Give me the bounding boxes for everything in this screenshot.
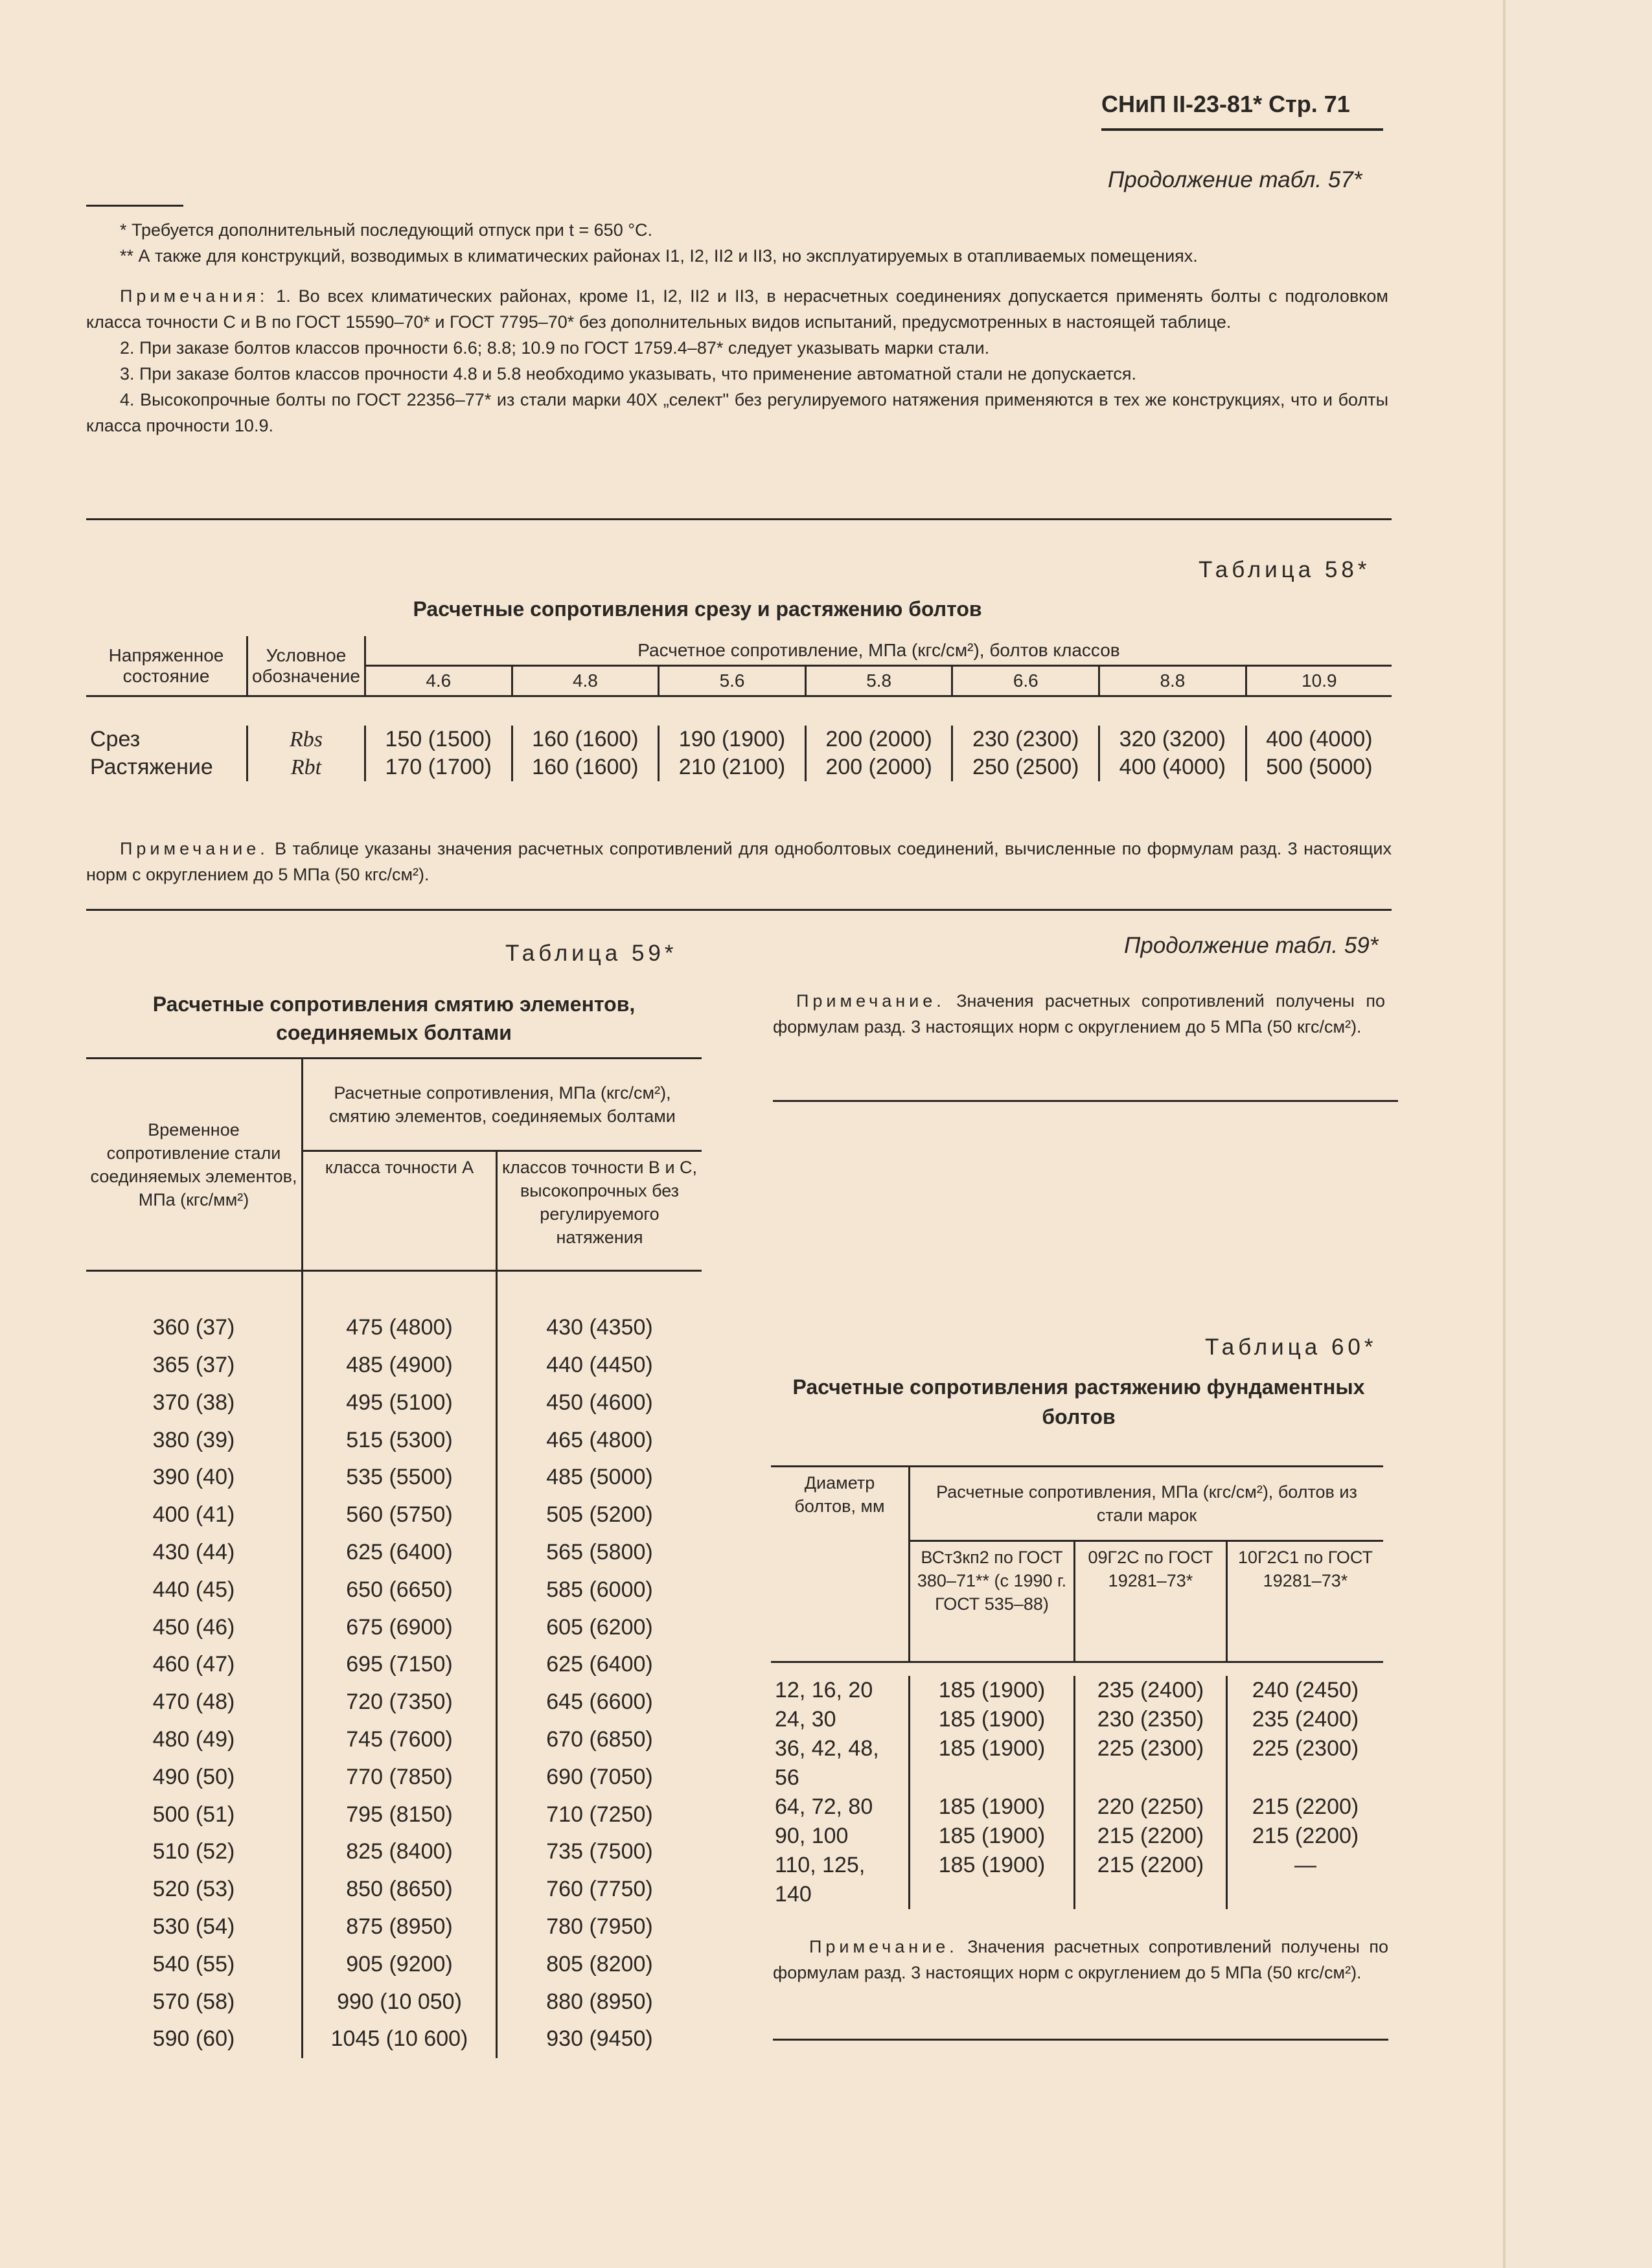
table-row bbox=[86, 1758, 702, 1796]
note-3: 3. При заказе болтов классов прочности 4.8 и 5.8 необходимо указывать, что применение автоматной стали не допускается. bbox=[120, 364, 1137, 384]
table-cell: 625 (6400) bbox=[303, 1534, 497, 1572]
note-4: 4. Высокопрочные болты по ГОСТ 22356–77* из стали марки 40Х „селект" без регулируемого натяжения применяются в тех же конструкциях, что и болты класса прочности 10.9. bbox=[86, 390, 1388, 435]
section-rule bbox=[86, 518, 1392, 520]
note-label: Примечания: bbox=[120, 286, 269, 306]
section-rule bbox=[86, 909, 1392, 911]
table-cell: 560 (5750) bbox=[303, 1496, 497, 1534]
table58-class-header: 5.8 bbox=[805, 666, 952, 696]
table-cell: 880 (8950) bbox=[497, 1983, 702, 2021]
table-cell: 450 (46) bbox=[152, 1614, 235, 1640]
table60-title: Расчетные сопротивления растяжению фундаментных болтов bbox=[792, 1375, 1365, 1428]
table-cell: 535 (5500) bbox=[303, 1459, 497, 1496]
table-cell: 510 (52) bbox=[152, 1839, 235, 1864]
section-rule bbox=[773, 1100, 1398, 1102]
table57-continuation: Продолжение табл. 57* bbox=[1108, 167, 1362, 192]
table-cell: 540 (55) bbox=[152, 1951, 235, 1976]
table59-col-strength: Временное сопротивление стали соединяемых элементов, МПа (кгс/мм²) bbox=[86, 1059, 303, 1271]
table-cell: 490 (50) bbox=[152, 1764, 235, 1789]
table-row bbox=[771, 1793, 1383, 1822]
table-cell: 805 (8200) bbox=[497, 1945, 702, 1983]
table-cell: 930 (9450) bbox=[497, 2021, 702, 2058]
table-cell: 24, 30 bbox=[775, 1707, 836, 1732]
table58-title: Расчетные сопротивления срезу и растяжению болтов bbox=[413, 597, 982, 621]
table60-spacer bbox=[771, 1662, 910, 1677]
table59-label: Таблица 59* bbox=[505, 941, 678, 966]
table59-col-class-bc: классов точности В и С, высокопрочных без регулируемого натяжения bbox=[497, 1151, 702, 1271]
table-cell: 480 (49) bbox=[152, 1726, 235, 1752]
footnote-1: * Требуется дополнительный последующий отпуск при t = 650 °С. bbox=[120, 220, 653, 240]
table-cell: 465 (4800) bbox=[497, 1421, 702, 1459]
table-row bbox=[86, 1646, 702, 1684]
table-cell: 650 (6650) bbox=[303, 1571, 497, 1609]
table-cell: 185 (1900) bbox=[910, 1734, 1075, 1793]
table-cell: 720 (7350) bbox=[303, 1684, 497, 1721]
table-cell: 12, 16, 20 bbox=[775, 1678, 873, 1702]
table-cell: 430 (4350) bbox=[497, 1309, 702, 1347]
table-cell: 64, 72, 80 bbox=[775, 1794, 873, 1819]
table60-group-header: Расчетные сопротивления, МПа (кгс/см²), болтов из стали марок bbox=[910, 1467, 1384, 1541]
table-row bbox=[86, 1609, 702, 1646]
table58 bbox=[86, 636, 1392, 781]
table-cell: 710 (7250) bbox=[497, 1796, 702, 1833]
table58-class-header: 5.6 bbox=[659, 666, 806, 696]
table60-label: Таблица 60* bbox=[1205, 1334, 1377, 1360]
table-cell: 185 (1900) bbox=[910, 1705, 1075, 1734]
table-cell: 770 (7850) bbox=[303, 1758, 497, 1796]
table58-spacer bbox=[86, 696, 1392, 726]
table59-spacer bbox=[86, 1271, 303, 1309]
table-cell: 485 (5000) bbox=[497, 1459, 702, 1496]
table-cell: 825 (8400) bbox=[303, 1833, 497, 1871]
table-cell: 590 (60) bbox=[152, 2026, 235, 2052]
table60-col-diameter: Диаметр болтов, мм bbox=[771, 1467, 910, 1662]
table-row bbox=[86, 1796, 702, 1833]
note-label: Примечание. bbox=[809, 1937, 958, 1956]
table-cell: 585 (6000) bbox=[497, 1571, 702, 1609]
table-row bbox=[86, 1309, 702, 1347]
table-cell: 230 (2350) bbox=[1075, 1705, 1227, 1734]
footnote-rule bbox=[86, 205, 183, 207]
note-text: Значения расчетных сопротивлений получены по формулам разд. 3 настоящих норм с округлением до 5 МПа (50 кгс/см²). bbox=[773, 1937, 1388, 1982]
table60-col-steel-1: ВСт3кп2 по ГОСТ 380–71** (с 1990 г. ГОСТ 535–88) bbox=[910, 1541, 1075, 1662]
table-cell: 365 (37) bbox=[152, 1352, 235, 1377]
table58-col-symbol: Условное обозначение bbox=[247, 636, 365, 696]
table58-class-header: 4.8 bbox=[512, 666, 659, 696]
table-row bbox=[86, 1459, 702, 1496]
table-cell: 110, 125, 140 bbox=[775, 1853, 866, 1907]
table-cell: 675 (6900) bbox=[303, 1609, 497, 1646]
table-row bbox=[771, 1822, 1383, 1851]
table-cell: 570 (58) bbox=[152, 1989, 235, 2014]
table60-note bbox=[773, 1934, 1388, 1986]
table57-notes bbox=[86, 217, 1388, 439]
table-cell: 430 (44) bbox=[152, 1539, 235, 1564]
page-header: СНиП II-23-81* Стр. 71 bbox=[1101, 91, 1350, 117]
table-cell: 905 (9200) bbox=[303, 1945, 497, 1983]
table-cell: 520 (53) bbox=[152, 1877, 235, 1902]
table-cell: 475 (4800) bbox=[303, 1309, 497, 1347]
table-cell: 185 (1900) bbox=[910, 1793, 1075, 1822]
table-row bbox=[86, 1571, 702, 1609]
table-cell: 380 (39) bbox=[152, 1427, 235, 1452]
table-cell: 220 (2250) bbox=[1075, 1793, 1227, 1822]
table-cell: 645 (6600) bbox=[497, 1684, 702, 1721]
table-row bbox=[86, 1721, 702, 1759]
table-cell: 36, 42, 48, 56 bbox=[775, 1736, 879, 1790]
table-row bbox=[86, 1871, 702, 1908]
table-row bbox=[86, 1496, 702, 1534]
table-row bbox=[86, 1833, 702, 1871]
table-cell: 1045 (10 600) bbox=[303, 2021, 497, 2058]
table-cell: 625 (6400) bbox=[497, 1646, 702, 1684]
table-cell: 515 (5300) bbox=[303, 1421, 497, 1459]
table-cell: 735 (7500) bbox=[497, 1833, 702, 1871]
footnote-2: ** А также для конструкций, возводимых в климатических районах I1, I2, II2 и II3, но эксплуатируемых в отапливаемых помещениях. bbox=[120, 246, 1198, 266]
table-row bbox=[86, 1908, 702, 1946]
table-row bbox=[771, 1676, 1383, 1705]
note-text: В таблице указаны значения расчетных сопротивлений для одноболтовых соединений, вычисленные по формулам разд. 3 настоящих норм с округлением до 5 МПа (50 кгс/см²). bbox=[86, 839, 1392, 884]
table58-class-header: 10.9 bbox=[1246, 666, 1392, 696]
table-cell: 850 (8650) bbox=[303, 1871, 497, 1908]
table-cell: 505 (5200) bbox=[497, 1496, 702, 1534]
table-cell: 225 (2300) bbox=[1227, 1734, 1384, 1793]
table-cell: 470 (48) bbox=[152, 1690, 235, 1715]
table-row bbox=[771, 1851, 1383, 1909]
table-cell: 370 (38) bbox=[152, 1390, 235, 1415]
table58-class-header: 4.6 bbox=[365, 666, 512, 696]
note-1 bbox=[86, 283, 1388, 335]
table-cell: 745 (7600) bbox=[303, 1721, 497, 1759]
table-cell: 400 (41) bbox=[152, 1502, 235, 1528]
table-row bbox=[86, 1534, 702, 1572]
table-cell: 780 (7950) bbox=[497, 1908, 702, 1946]
table-cell: 90, 100 bbox=[775, 1824, 849, 1848]
note-text: Значения расчетных сопротивлений получены по формулам разд. 3 настоящих норм с округлением до 5 МПа (50 кгс/см²). bbox=[773, 991, 1385, 1037]
table-cell: 760 (7750) bbox=[497, 1871, 702, 1908]
table-cell: 185 (1900) bbox=[910, 1676, 1075, 1705]
table-cell: 185 (1900) bbox=[910, 1822, 1075, 1851]
table-row bbox=[86, 1684, 702, 1721]
table59-continuation: Продолжение табл. 59* bbox=[1124, 933, 1379, 958]
table-cell: 990 (10 050) bbox=[303, 1983, 497, 2021]
table-cell: — bbox=[1227, 1851, 1384, 1909]
table58-class-header: 6.6 bbox=[952, 666, 1099, 696]
table58-class-header: 8.8 bbox=[1099, 666, 1246, 696]
table-cell: 440 (45) bbox=[152, 1577, 235, 1602]
table-cell: 215 (2200) bbox=[1227, 1793, 1384, 1822]
table-cell: 440 (4450) bbox=[497, 1347, 702, 1384]
table-cell: 215 (2200) bbox=[1227, 1822, 1384, 1851]
table-cell: 565 (5800) bbox=[497, 1534, 702, 1572]
table-cell: 450 (4600) bbox=[497, 1384, 702, 1421]
section-rule bbox=[773, 2039, 1388, 2041]
table-cell: 215 (2200) bbox=[1075, 1851, 1227, 1909]
table59 bbox=[86, 1057, 702, 2058]
note-2: 2. При заказе болтов классов прочности 6.6; 8.8; 10.9 по ГОСТ 1759.4–87* следует указывать марки стали. bbox=[120, 338, 990, 358]
header-rule bbox=[1101, 128, 1383, 131]
table-cell: 485 (4900) bbox=[303, 1347, 497, 1384]
table-row bbox=[86, 1384, 702, 1421]
table-cell: 185 (1900) bbox=[910, 1851, 1075, 1909]
note-label: Примечание. bbox=[796, 991, 945, 1011]
table-row: Растяжение Rbt 170 (1700) 160 (1600) 210 (2100) 200 (2000) 250 (2500) 400 (4000) 500 (5000) bbox=[86, 753, 1392, 781]
table60-col-steel-3: 10Г2С1 по ГОСТ 19281–73* bbox=[1227, 1541, 1384, 1662]
table-row bbox=[86, 1945, 702, 1983]
table-row bbox=[86, 1347, 702, 1384]
table58-note bbox=[86, 836, 1392, 888]
table58-group-header: Расчетное сопротивление, МПа (кгс/см²), болтов классов bbox=[365, 636, 1392, 666]
table-row bbox=[86, 1983, 702, 2021]
table-cell: 500 (51) bbox=[152, 1802, 235, 1827]
table59-note bbox=[773, 988, 1385, 1040]
table58-col-state: Напряженное состояние bbox=[86, 636, 247, 696]
table-row: Срез Rbs 150 (1500) 160 (1600) 190 (1900) 200 (2000) 230 (2300) 320 (3200) 400 (4000) bbox=[86, 726, 1392, 753]
table-cell: 495 (5100) bbox=[303, 1384, 497, 1421]
table60-col-steel-2: 09Г2С по ГОСТ 19281–73* bbox=[1075, 1541, 1227, 1662]
table-cell: 235 (2400) bbox=[1075, 1676, 1227, 1705]
note-1-text: 1. Во всех климатических районах, кроме I1, I2, II2 и II3, в нерасчетных соединениях допускается применять болты с подголовком класса точности С и В по ГОСТ 15590–70* и ГОСТ 7795–70* без дополнительных видов испытаний, предусмотренных в настоящей таблице. bbox=[86, 286, 1388, 332]
table-cell: 215 (2200) bbox=[1075, 1822, 1227, 1851]
table59-col-class-a: класса точности А bbox=[303, 1151, 497, 1271]
table-row bbox=[771, 1705, 1383, 1734]
table-row bbox=[86, 2021, 702, 2058]
table-cell: 530 (54) bbox=[152, 1914, 235, 1939]
table-cell: 875 (8950) bbox=[303, 1908, 497, 1946]
table-row bbox=[771, 1734, 1383, 1793]
table59-title: Расчетные сопротивления смятию элементов, соединяемых болтами bbox=[152, 992, 636, 1044]
table58-label: Таблица 58* bbox=[1199, 557, 1371, 582]
table-cell: 225 (2300) bbox=[1075, 1734, 1227, 1793]
table-row bbox=[86, 1421, 702, 1459]
table-cell: 690 (7050) bbox=[497, 1758, 702, 1796]
table-cell: 605 (6200) bbox=[497, 1609, 702, 1646]
table-cell: 795 (8150) bbox=[303, 1796, 497, 1833]
table-cell: 460 (47) bbox=[152, 1652, 235, 1677]
table-cell: 695 (7150) bbox=[303, 1646, 497, 1684]
table-cell: 390 (40) bbox=[152, 1465, 235, 1490]
table-cell: 240 (2450) bbox=[1227, 1676, 1384, 1705]
note-label: Примечание. bbox=[120, 839, 269, 858]
table60 bbox=[771, 1465, 1383, 1909]
table59-group-header: Расчетные сопротивления, МПа (кгс/см²), смятию элементов, соединяемых болтами bbox=[303, 1059, 702, 1151]
table-cell: 235 (2400) bbox=[1227, 1705, 1384, 1734]
table-cell: 360 (37) bbox=[152, 1315, 235, 1340]
table-cell: 670 (6850) bbox=[497, 1721, 702, 1759]
